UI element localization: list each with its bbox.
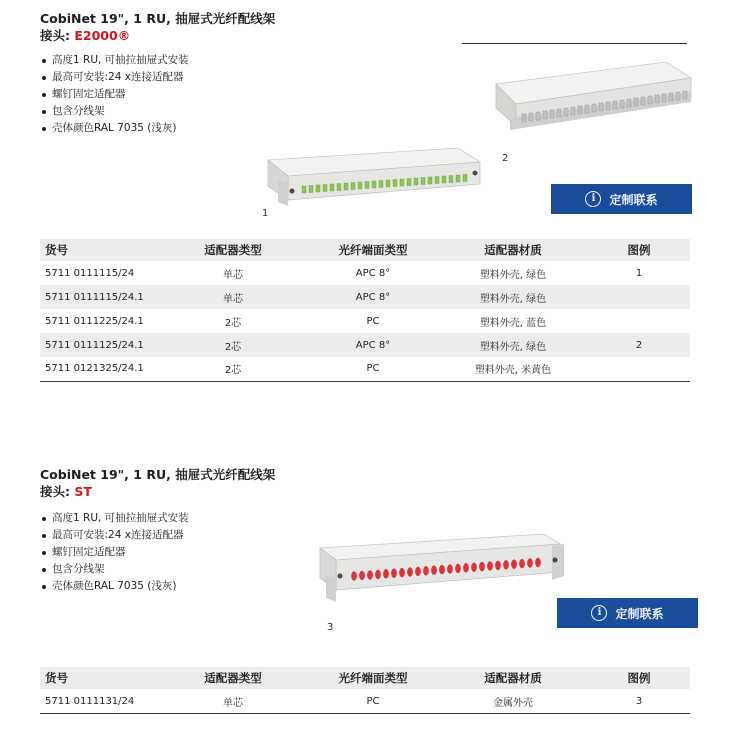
cell-part-number: 5711 0111225/24.1 [45,315,144,327]
product-image-1 [258,140,488,220]
header-endface-type: 光纤端面类型 [308,667,438,689]
connector-type-2: ST [74,484,92,499]
cell-endface-type: PC [366,315,380,327]
cell-endface-type: APC 8° [355,267,391,279]
cell-adapter-type: 2芯 [158,333,308,357]
connector-type-1: E2000® [74,28,131,43]
cell-adapter-type: 单芯 [158,689,308,713]
table-row [40,309,690,333]
product-title-1: CobiNet 19", 1 RU, 抽屉式光纤配线架 [40,11,276,26]
button-label: 定制联系 [615,606,664,621]
cell-endface-type: APC 8° [308,333,438,357]
cell-endface-type: PC [308,357,438,381]
header-part-number: 货号 [40,239,158,261]
feature-list-1 [40,52,189,137]
info-circle-icon: i [585,191,601,207]
spec-table-2 [40,667,690,714]
figure-label-2: 2 [502,153,509,164]
cell-adapter-material: 塑料外壳, 绿色 [479,269,547,281]
feature-item: 螺钉固定适配器 [40,544,189,561]
header-adapter-material: 适配器材质 [438,667,588,689]
feature-item: 高度1 RU, 可抽拉抽屉式安装 [40,52,189,69]
connector-line-1 [40,26,130,44]
cell-figure [588,285,690,309]
cell-figure [588,357,690,381]
feature-list-2 [40,510,189,595]
header-endface-type: 光纤端面类型 [308,239,438,261]
custom-contact-button-1[interactable] [551,184,692,214]
product-title-2: CobiNet 19", 1 RU, 抽屉式光纤配线架 [40,467,276,482]
cell-endface-type: PC [308,689,438,713]
connector-prefix-2: 接头: [40,484,75,499]
connector-line-2 [40,482,92,500]
custom-contact-button-2[interactable] [557,598,698,628]
cell-adapter-material: 塑料外壳, 绿色 [438,333,588,357]
product-image-3 [312,530,572,615]
feature-item: 包含分线架 [40,561,189,578]
header-adapter-material: 适配器材质 [438,239,588,261]
table-header-row [40,667,690,689]
cell-adapter-type: 2芯 [224,317,242,329]
feature-item: 螺钉固定适配器 [40,86,189,103]
cell-figure: 1 [635,267,643,279]
feature-item: 高度1 RU, 可抽拉抽屉式安装 [40,510,189,527]
feature-item: 包含分线架 [40,103,189,120]
table-row [40,689,690,713]
cell-part-number: 5711 0111131/24 [40,689,158,713]
cell-adapter-material: 塑料外壳, 绿色 [438,285,588,309]
feature-item: 壳体颜色RAL 7035 (浅灰) [40,120,189,137]
button-label: 定制联系 [609,192,658,207]
table-row [40,357,690,381]
title-rule-1 [462,43,687,44]
info-circle-icon: i [591,605,607,621]
cell-adapter-material: 塑料外壳, 蓝色 [479,317,547,329]
cell-adapter-material: 金属外壳 [438,689,588,713]
header-figure: 图例 [588,239,690,261]
product-image-2 [486,58,696,148]
cell-endface-type: APC 8° [308,285,438,309]
cell-part-number: 5711 0111115/24 [45,267,135,279]
feature-item: 最高可安装:24 x连接适配器 [40,69,189,86]
cell-figure: 2 [588,333,690,357]
connector-prefix-1: 接头: [40,28,75,43]
table-row [40,261,690,285]
table-header-row [40,239,690,261]
cell-adapter-material: 塑料外壳, 米黄色 [438,357,588,381]
table-row [40,333,690,357]
cell-adapter-type: 单芯 [223,269,243,281]
header-adapter-type: 适配器类型 [158,667,308,689]
cell-part-number: 5711 0111125/24.1 [40,333,158,357]
figure-label-3: 3 [327,622,334,633]
cell-figure [588,309,690,333]
feature-item: 最高可安装:24 x连接适配器 [40,527,189,544]
feature-item: 壳体颜色RAL 7035 (浅灰) [40,578,189,595]
header-figure: 图例 [588,667,690,689]
figure-label-1: 1 [262,208,269,219]
table-row [40,285,690,309]
cell-figure: 3 [588,689,690,713]
cell-adapter-type: 2芯 [158,357,308,381]
header-part-number: 货号 [40,667,158,689]
cell-adapter-type: 单芯 [158,285,308,309]
header-adapter-type: 适配器类型 [158,239,308,261]
cell-part-number: 5711 0111115/24.1 [40,285,158,309]
spec-table-1 [40,239,690,382]
cell-part-number: 5711 0121325/24.1 [40,357,158,381]
